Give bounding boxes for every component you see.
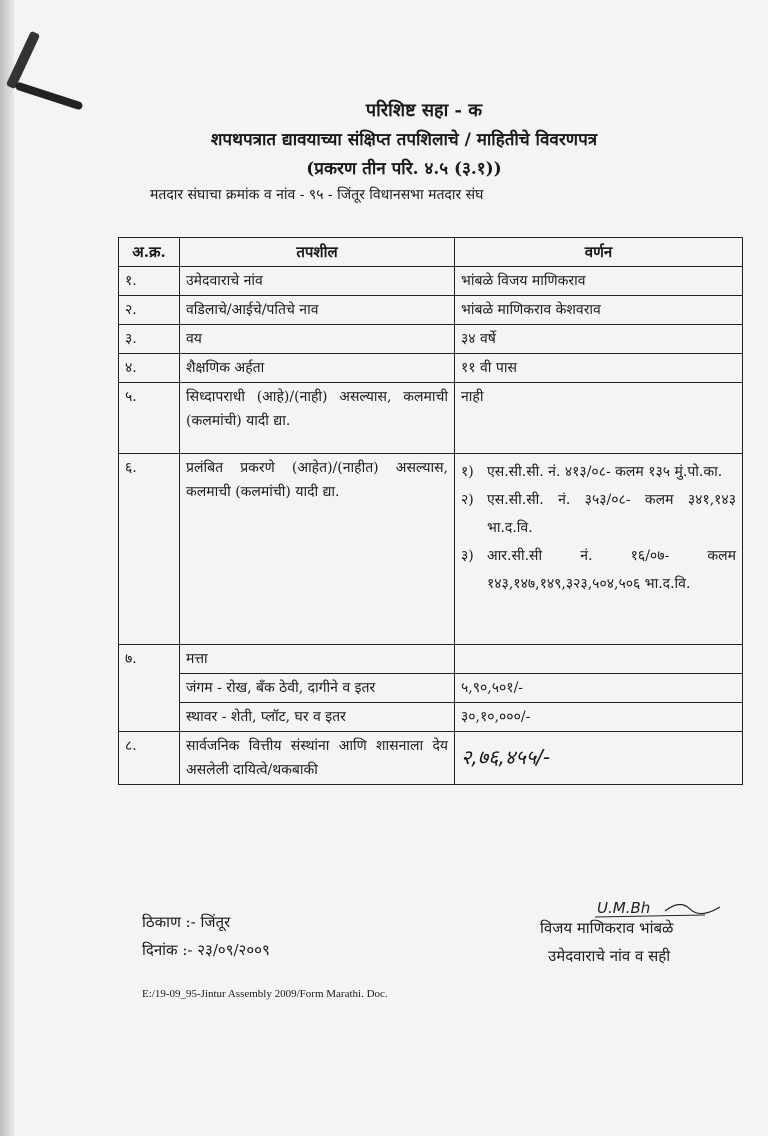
signature-scribble <box>595 893 725 921</box>
row-value: भांबळे माणिकराव केशवराव <box>455 296 743 325</box>
date-line: दिनांक :- २३/०९/२००९ <box>142 941 270 959</box>
table-row <box>119 732 743 785</box>
row-number: १. <box>119 267 180 296</box>
form-reference: (प्रकरण तीन परि. ४.५ (३.१)) <box>306 159 502 179</box>
row-detail: प्रलंबित प्रकरणे (आहेत)/(नाहीत) असल्यास, कलमाची (कलमांची) यादी द्या. <box>180 454 455 645</box>
table-row <box>119 325 743 354</box>
case-number: १) <box>461 464 474 480</box>
case-text: एस.सी.सी. नं. ३५३/०८- कलम ३४१,१४३ भा.द.वि. <box>487 492 736 536</box>
table-row <box>119 703 743 732</box>
handwritten-liability: २,७६,४५५/- <box>461 744 551 769</box>
row-number: ५. <box>119 383 180 454</box>
row-number: ३. <box>119 325 180 354</box>
row-detail: वडिलाचे/आईचे/पतिचे नाव <box>180 296 455 325</box>
table-row <box>119 267 743 296</box>
header-detail: तपशील <box>180 238 455 267</box>
row-number: ६. <box>119 454 180 645</box>
file-path: E:/19-09_95-Jintur Assembly 2009/Form Marathi. Doc. <box>142 988 388 1000</box>
row-detail: शैक्षणिक अर्हता <box>180 354 455 383</box>
row-number: ४. <box>119 354 180 383</box>
row-value: ३०,१०,०००/- <box>455 703 743 732</box>
candidate-name-signature: विजय माणिकराव भांबळे <box>540 919 674 937</box>
header-serial: अ.क्र. <box>119 238 180 267</box>
pending-case <box>461 486 736 542</box>
row-value: ३४ वर्षे <box>455 325 743 354</box>
row-detail-immovable: स्थावर - शेती, प्लॉट, घर व इतर <box>180 703 455 732</box>
row-value-handwritten <box>455 732 743 785</box>
form-title: शपथपत्रात द्यावयाच्या संक्षिप्त तपशिलाचे / माहितीचे विवरणपत्र <box>210 130 598 150</box>
row-number: ८. <box>119 732 180 785</box>
scan-edge-shadow <box>0 0 14 1136</box>
affidavit-summary-table <box>118 237 743 785</box>
signature-text: U.M.Bh <box>597 899 651 917</box>
table-row <box>119 645 743 674</box>
header-description: वर्णन <box>455 238 743 267</box>
pending-case <box>461 458 736 486</box>
table-row <box>119 354 743 383</box>
row-detail: मत्ता <box>180 645 455 674</box>
row-detail: वय <box>180 325 455 354</box>
signature-caption: उमेदवाराचे नांव व सही <box>548 947 671 965</box>
case-number: ३) <box>461 548 474 564</box>
signature-flourish <box>665 904 720 913</box>
row-detail: उमेदवाराचे नांव <box>180 267 455 296</box>
table-row <box>119 674 743 703</box>
table-row <box>119 296 743 325</box>
table-row <box>119 383 743 454</box>
row-number: २. <box>119 296 180 325</box>
row-value: ११ वी पास <box>455 354 743 383</box>
row-number: ७. <box>119 645 180 732</box>
row-value: भांबळे विजय माणिकराव <box>455 267 743 296</box>
appendix-title: परिशिष्ट सहा - क <box>365 100 483 121</box>
table-row <box>119 454 743 645</box>
row-value: नाही <box>455 383 743 454</box>
case-text: एस.सी.सी. नं. ४१३/०८- कलम १३५ मुं.पो.का. <box>487 464 723 480</box>
constituency-line: मतदार संघाचा क्रमांक व नांव - ९५ - जिंतूर विधानसभा मतदार संघ <box>150 187 484 203</box>
case-number: २) <box>461 492 474 508</box>
place-line: ठिकाण :- जिंतूर <box>142 913 231 931</box>
pending-cases-cell <box>455 454 743 645</box>
row-value: ५,९०,५०१/- <box>455 674 743 703</box>
pending-case <box>461 542 736 598</box>
case-text: आर.सी.सी नं. १६/०७- कलम १४३,१४७,१४९,३२३,५०४,५०६ भा.द.वि. <box>487 548 736 592</box>
row-value <box>455 645 743 674</box>
row-detail: सार्वजनिक वित्तीय संस्थांना आणि शासनाला देय असलेली दायित्वे/थकबाकी <box>180 732 455 785</box>
row-detail-movable: जंगम - रोख, बँक ठेवी, दागीने व इतर <box>180 674 455 703</box>
row-detail: सिध्दापराधी (आहे)/(नाही) असल्यास, कलमाची (कलमांची) यादी द्या. <box>180 383 455 454</box>
table-header-row <box>119 238 743 267</box>
